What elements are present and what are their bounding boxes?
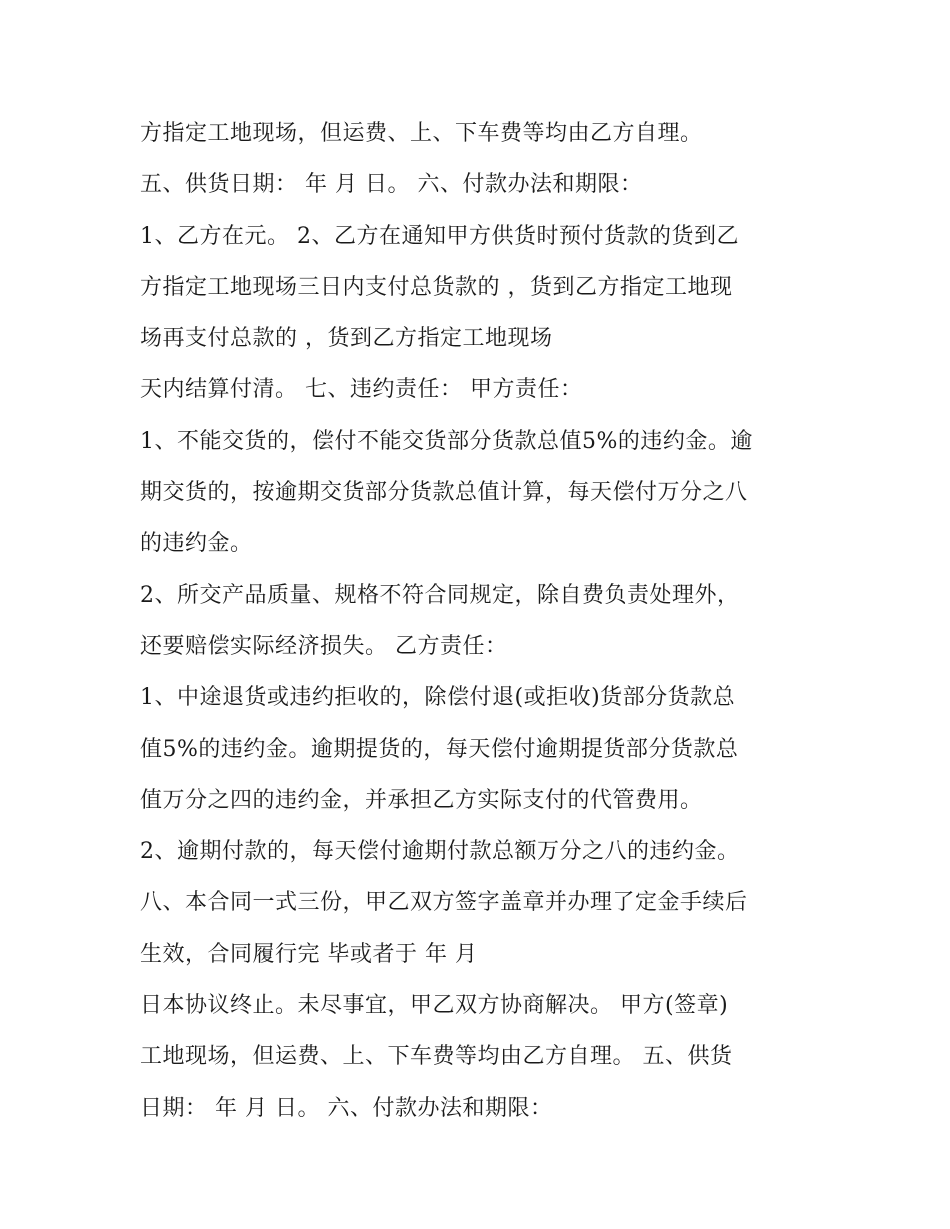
text-line: 1、乙方在元。 2、乙方在通知甲方供货时预付货款的货到乙 xyxy=(140,223,739,249)
text-line: 1、中途退货或违约拒收的，除偿付退(或拒收)货部分货款总 xyxy=(140,685,736,711)
text-line: 方指定工地现场，但运费、上、下车费等均由乙方自理。 xyxy=(140,121,703,146)
text-line: 日期： 年 月 日。 六、付款办法和期限： xyxy=(140,1095,553,1121)
text-line: 还要赔偿实际经济损失。 乙方责任： xyxy=(140,633,508,659)
text-line: 1、不能交货的，偿付不能交货部分货款总值5%的违约金。逾 xyxy=(140,428,753,454)
text-line: 生效，合同履行完 毕或者于 年 月 xyxy=(140,941,478,967)
text-line: 2、逾期付款的，每天偿付逾期付款总额万分之八的违约金。 xyxy=(140,839,740,865)
text-line: 场再支付总款的 ，货到乙方指定工地现场 xyxy=(140,326,553,352)
text-line: 五、供货日期： 年 月 日。 六、付款办法和期限： xyxy=(140,172,643,198)
text-line: 值5%的违约金。逾期提货的，每天偿付逾期提货部分货款总 xyxy=(140,736,739,762)
text-line: 天内结算付清。 七、违约责任： 甲方责任： xyxy=(140,377,583,403)
text-line: 2、所交产品质量、规格不符合同规定，除自费负责处理外， xyxy=(140,582,740,608)
text-line: 日本协议终止。未尽事宜，甲乙双方协商解决。 甲方(签章) xyxy=(140,993,729,1019)
text-line: 期交货的，按逾期交货部分货款总值计算，每天偿付万分之八 xyxy=(140,480,748,506)
contract-text-body xyxy=(140,108,830,1134)
text-line: 方指定工地现场三日内支付总货款的 ，货到乙方指定工地现 xyxy=(140,274,733,300)
text-line: 的违约金。 xyxy=(140,531,253,557)
text-line: 工地现场，但运费、上、下车费等均由乙方自理。 五、供货 xyxy=(140,1044,733,1070)
text-line: 值万分之四的违约金，并承担乙方实际支付的代管费用。 xyxy=(140,787,703,813)
text-line: 八、本合同一式三份，甲乙双方签字盖章并办理了定金手续后 xyxy=(140,890,748,916)
